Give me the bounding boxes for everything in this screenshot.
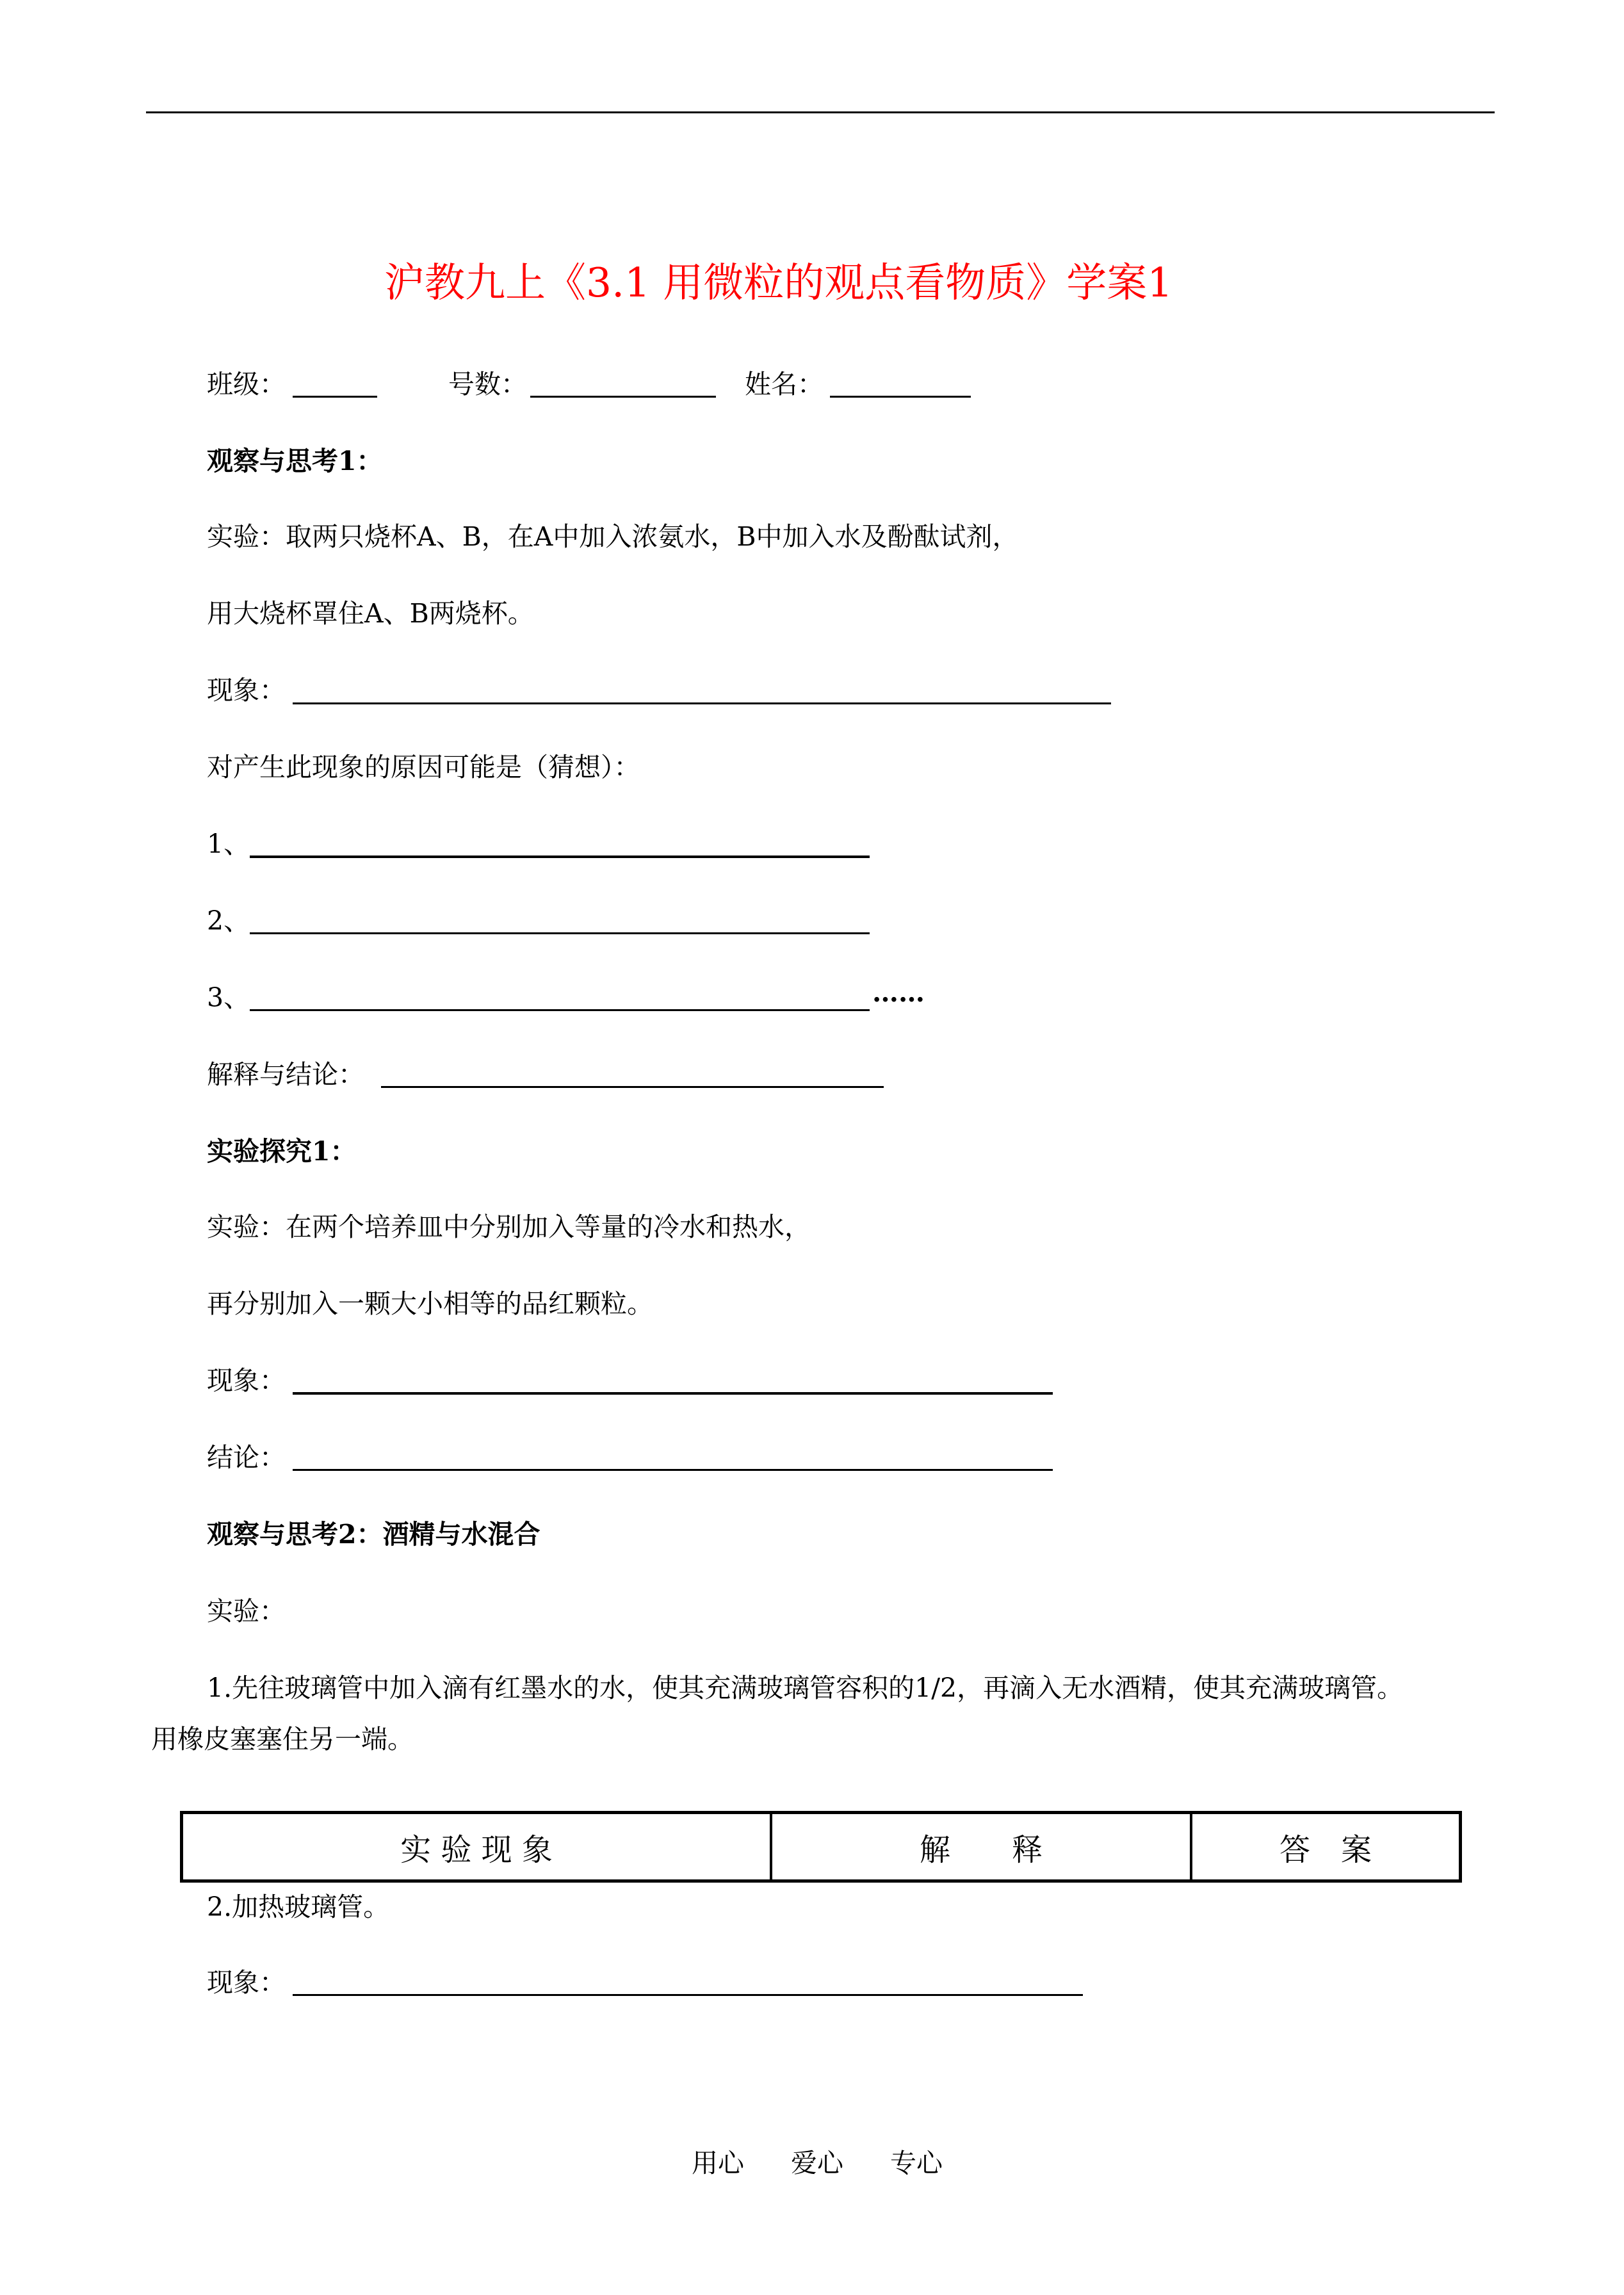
table-header-answer: 答 案	[1190, 1814, 1459, 1879]
guess-3-blank[interactable]	[250, 1009, 870, 1011]
name-blank[interactable]	[830, 396, 971, 398]
step2: 2.加热玻璃管。	[207, 1892, 390, 1922]
section2-experiment-line1: 实验：在两个培养皿中分别加入等量的冷水和热水，	[207, 1212, 811, 1242]
section1-experiment-line2: 用大烧杯罩住A、B两烧杯。	[207, 598, 534, 629]
section2-conclusion-blank[interactable]	[293, 1469, 1053, 1471]
section2-phenomenon-label: 现象：	[207, 1365, 286, 1396]
observation-table	[180, 1811, 1462, 1883]
class-label: 班级：	[207, 369, 286, 400]
section3-heading: 观察与思考2：酒精与水混合	[207, 1519, 540, 1550]
number-blank[interactable]	[530, 396, 716, 398]
guess-2-label: 2、	[207, 905, 250, 936]
guess-2-blank[interactable]	[250, 932, 870, 934]
section3-experiment-label: 实验：	[207, 1596, 286, 1626]
guess-3-label: 3、	[207, 982, 250, 1013]
footer-item-2: 爱心	[791, 2148, 843, 2178]
step1-line2: 用橡皮塞塞住另一端。	[151, 1724, 414, 1755]
section1-conclusion-label: 解释与结论：	[207, 1059, 364, 1090]
footer-item-3: 专心	[890, 2148, 943, 2178]
footer-item-1: 用心	[692, 2148, 744, 2178]
section2-experiment-line2: 再分别加入一颗大小相等的品红颗粒。	[207, 1288, 653, 1319]
header-rule	[146, 111, 1495, 113]
section3-phenomenon-label: 现象：	[207, 1967, 286, 1998]
section2-phenomenon-blank[interactable]	[293, 1392, 1053, 1395]
section1-phenomenon-label: 现象：	[207, 675, 286, 706]
section2-heading: 实验探究1：	[207, 1136, 357, 1167]
page-title: 沪教九上《3.1 用微粒的观点看物质》学案1	[384, 259, 1173, 306]
table-header-phenomenon: 实 验 现 象	[400, 1831, 553, 1868]
section3-phenomenon-blank[interactable]	[293, 1994, 1083, 1996]
section1-conclusion-blank[interactable]	[381, 1086, 884, 1088]
class-blank[interactable]	[293, 396, 377, 398]
name-label: 姓名：	[745, 369, 824, 400]
guess-prompt: 对产生此现象的原因可能是（猜想）：	[207, 752, 640, 783]
section1-phenomenon-blank[interactable]	[293, 702, 1111, 704]
guess-1-blank[interactable]	[250, 856, 870, 858]
guess-ellipsis: ……	[872, 977, 925, 1008]
number-label: 号数：	[448, 369, 527, 400]
section2-conclusion-label: 结论：	[207, 1442, 286, 1473]
table-header-explanation: 解 释	[770, 1814, 1190, 1879]
guess-1-label: 1、	[207, 829, 250, 859]
section1-heading: 观察与思考1：	[207, 446, 383, 476]
section1-experiment-line1: 实验：取两只烧杯A、B，在A中加入浓氨水，B中加入水及酚酞试剂，	[207, 521, 1019, 552]
step1-line1: 1.先往玻璃管中加入滴有红墨水的水，使其充满玻璃管容积的1/2，再滴入无水酒精，使其充满玻璃管。	[207, 1673, 1404, 1703]
